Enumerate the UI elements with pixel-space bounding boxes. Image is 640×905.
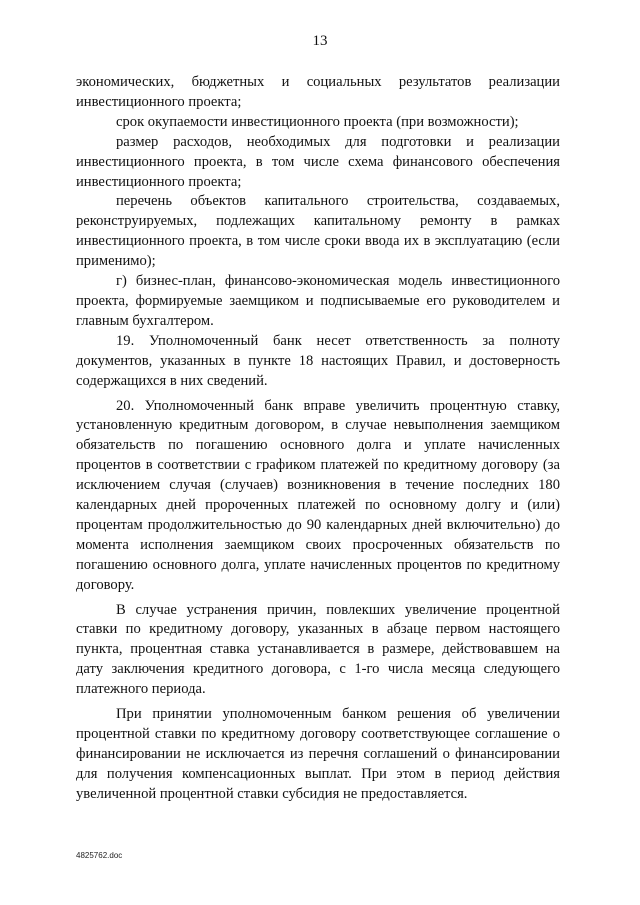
- paragraph-business-plan: г) бизнес-план, финансово-экономическая модель инвестиционного проекта, формируемые заемщиком и подписываемые его руководителем и главным бухгалтером.: [76, 273, 560, 329]
- paragraph-capital-objects: перечень объектов капитального строительства, создаваемых, реконструируемых, подлежащих капитальному ремонту в рамках инвестиционного проекта, в том числе сроки ввода их в эксплуатацию (если применимо);: [76, 193, 560, 270]
- paragraph-item-20: 20. Уполномоченный банк вправе увеличить процентную ставку, установленную кредитным договором, в случае невыполнения заемщиком обязательств по погашению основного долга и уплате начисленных процентов в соответствии с графиком платежей по кредитному договору (за исключением случая (случаев) возникновения в течение последних 180 календарных дней пророченных платежей по основному долгу и (или) процентам продолжительностью до 90 календарных дней включительно) до момента исполнения заемщиком своих просроченных обязательств по погашению основного долга, уплате начисленных процентов по кредитному договору.: [76, 397, 560, 593]
- document-body: [76, 73, 560, 805]
- page-number: 13: [312, 33, 328, 49]
- document-filename: 4825762.doc: [76, 851, 123, 860]
- paragraph-costs: размер расходов, необходимых для подготовки и реализации инвестиционного проекта, в том числе схема финансового обеспечения инвестиционного проекта;: [76, 133, 560, 190]
- paragraph-rate-restore: В случае устранения причин, повлекших увеличение процентной ставки по кредитному договору, указанных в абзаце первом настоящего пункта, процентная ставка устанавливается в размере, действовавшем на дату заключения кредитного договора, с 1-го числа месяца следующего платежного периода.: [76, 601, 560, 698]
- paragraph-item-19: 19. Уполномоченный банк несет ответственность за полноту документов, указанных в пункте 18 настоящих Правил, и достоверность содержащихся в них сведений.: [76, 332, 560, 389]
- paragraph-continuation: экономических, бюджетных и социальных результатов реализации инвестиционного проекта;: [76, 74, 560, 110]
- paragraph-payback: срок окупаемости инвестиционного проекта (при возможности);: [116, 113, 519, 130]
- paragraph-rate-increase-decision: При принятии уполномоченным банком решения об увеличении процентной ставки по кредитному договору соответствующее соглашение о финансировании не исключается из перечня соглашений о финансировании для получения компенсационных выплат. При этом в период действия увеличенной процентной ставки субсидия не предоставляется.: [76, 706, 560, 802]
